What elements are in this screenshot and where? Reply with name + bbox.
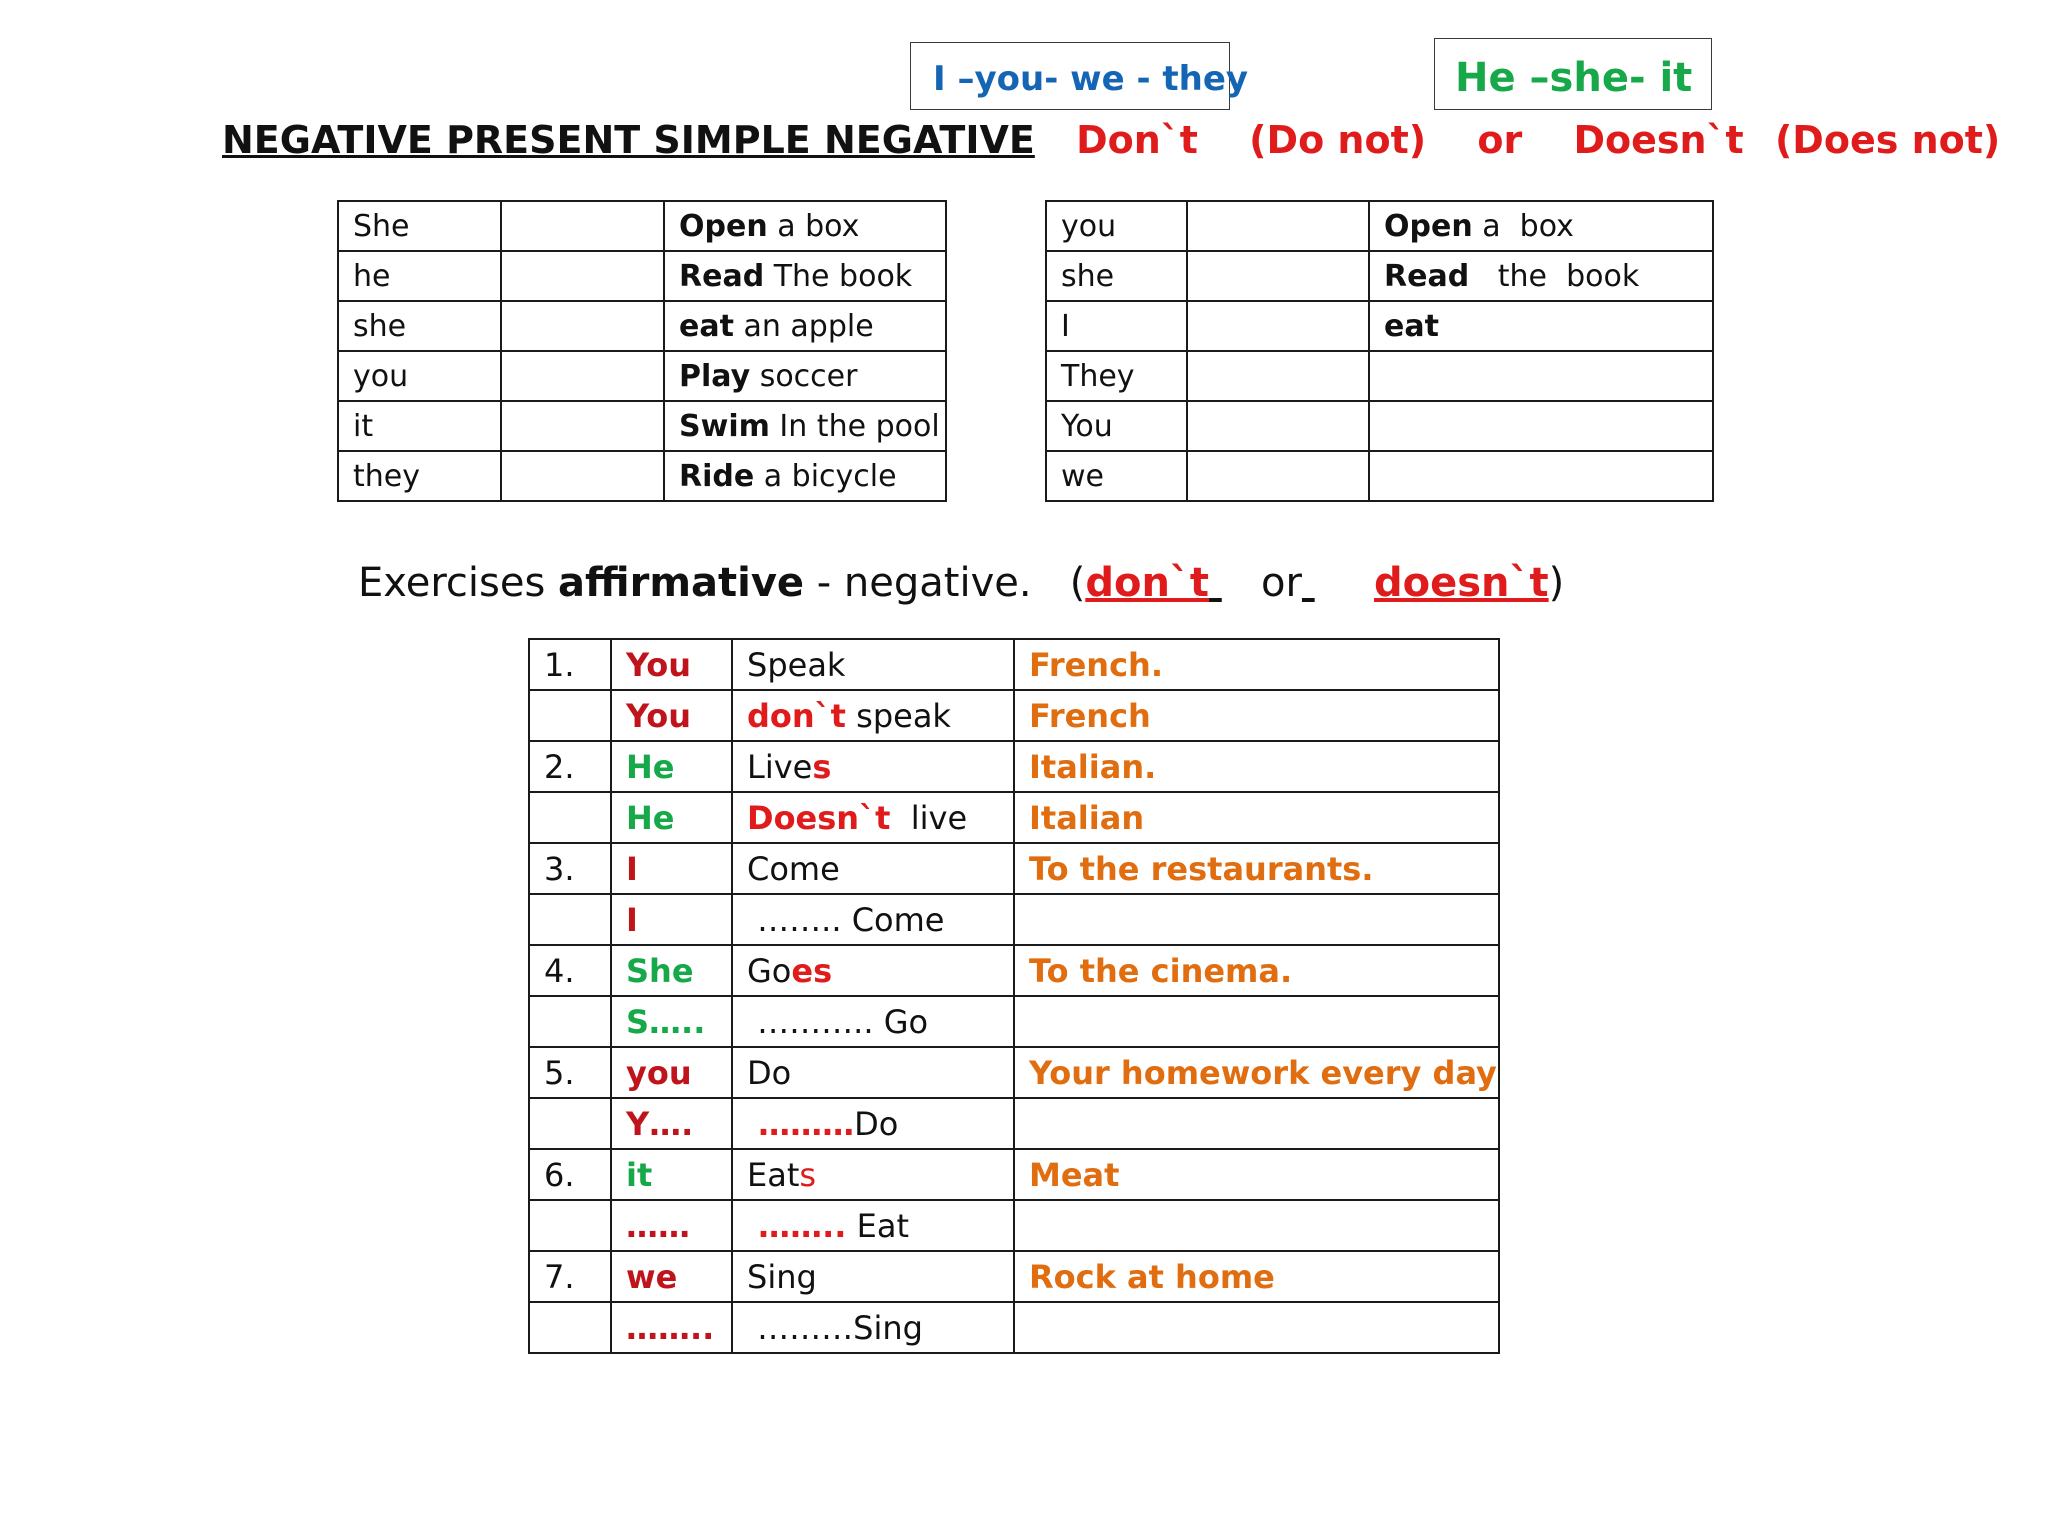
exercise-verb-part: es <box>791 951 833 990</box>
title-or: or <box>1477 118 1523 162</box>
answer-blank-cell[interactable] <box>1187 251 1369 301</box>
exercise-verb-cell <box>732 894 1014 945</box>
table-row <box>1046 301 1713 351</box>
table-row <box>1046 401 1713 451</box>
table-row <box>529 843 1499 894</box>
exercise-number-cell <box>529 894 611 945</box>
exercise-verb-cell <box>732 1098 1014 1149</box>
exercise-number-cell <box>529 1047 611 1098</box>
exercise-number-cell <box>529 1098 611 1149</box>
exercise-number-cell <box>529 792 611 843</box>
rest-text: In the pool <box>769 408 940 444</box>
table-row <box>338 351 946 401</box>
exercise-complement-cell <box>1014 843 1499 894</box>
table-row <box>529 690 1499 741</box>
subject-text: she <box>353 308 407 344</box>
exercise-verb-part: Speak <box>747 645 846 684</box>
exercise-subject-cell <box>611 1047 732 1098</box>
exercise-number-cell <box>529 945 611 996</box>
subject-cell <box>338 301 501 351</box>
answer-blank-cell[interactable] <box>501 401 664 451</box>
rest-text: a box <box>1472 208 1574 244</box>
exercise-complement-cell <box>1014 1251 1499 1302</box>
exercise-verb-cell <box>732 1149 1014 1200</box>
table-row <box>529 792 1499 843</box>
exercise-subject-cell <box>611 1098 732 1149</box>
practice-table-left <box>337 200 947 502</box>
table-row <box>529 1302 1499 1353</box>
exercise-verb-part: s <box>799 1155 817 1194</box>
title-text: NEGATIVE PRESENT SIMPLE NEGATIVE <box>222 118 1035 162</box>
table-row <box>338 251 946 301</box>
subject-text: She <box>353 208 410 244</box>
exercise-subject: Y…. <box>626 1104 694 1143</box>
exercise-verb-part: …….. <box>747 1206 847 1245</box>
exercise-number: 1. <box>544 645 575 684</box>
exercises-middle: - negative. ( <box>804 560 1086 606</box>
exercise-subject-cell <box>611 1200 732 1251</box>
exercise-subject-cell <box>611 639 732 690</box>
table-row <box>529 996 1499 1047</box>
exercise-subject: we <box>626 1257 678 1296</box>
verb-phrase-cell <box>1369 201 1713 251</box>
exercise-subject-cell <box>611 996 732 1047</box>
exercise-complement: French <box>1029 696 1151 735</box>
exercise-verb-part: live <box>890 798 968 837</box>
subject-text: it <box>353 408 374 444</box>
exercise-verb-part: Do <box>854 1104 899 1143</box>
exercise-number: 6. <box>544 1155 575 1194</box>
subject-cell <box>338 401 501 451</box>
exercise-verb-part: Eat <box>846 1206 909 1245</box>
exercise-number-cell <box>529 1302 611 1353</box>
title-do-not: (Do not) <box>1249 118 1427 162</box>
exercise-verb-cell <box>732 843 1014 894</box>
exercise-complement: To the cinema. <box>1029 951 1293 990</box>
rest-text: a bicycle <box>754 458 897 494</box>
answer-blank-cell[interactable] <box>1187 401 1369 451</box>
exercise-verb-part: Eat <box>747 1155 800 1194</box>
subject-cell <box>1046 351 1187 401</box>
subject-cell <box>338 351 501 401</box>
exercise-complement-cell <box>1014 1200 1499 1251</box>
subject-text: she <box>1061 258 1115 294</box>
verb-phrase-cell <box>664 301 946 351</box>
verb-phrase-cell <box>664 451 946 501</box>
subject-cell <box>338 251 501 301</box>
exercise-complement: Italian. <box>1029 747 1157 786</box>
verb-text: eat <box>679 308 734 344</box>
exercise-subject-cell <box>611 1149 732 1200</box>
table-row <box>338 451 946 501</box>
verb-text: Open <box>679 208 768 244</box>
exercise-verb-part: Come <box>747 849 840 888</box>
exercise-subject-cell <box>611 741 732 792</box>
verb-text: Swim <box>679 408 770 444</box>
table-row <box>338 401 946 451</box>
subject-text: you <box>1061 208 1117 244</box>
exercise-verb-cell <box>732 690 1014 741</box>
exercise-verb-part: Sing <box>747 1257 817 1296</box>
exercise-verb-cell <box>732 1047 1014 1098</box>
exercise-complement-cell <box>1014 894 1499 945</box>
verb-phrase-cell <box>1369 251 1713 301</box>
table-row <box>529 1251 1499 1302</box>
exercise-number-cell <box>529 1251 611 1302</box>
exercise-complement-cell <box>1014 1149 1499 1200</box>
table-row <box>1046 201 1713 251</box>
exercise-verb-part: ……….. Go <box>747 1002 929 1041</box>
exercise-verb-part: speak <box>845 696 951 735</box>
exercise-verb-cell <box>732 1200 1014 1251</box>
table-row <box>529 1047 1499 1098</box>
table-row <box>529 1200 1499 1251</box>
exercise-number-cell <box>529 639 611 690</box>
table-row <box>1046 351 1713 401</box>
table-row <box>1046 451 1713 501</box>
title-dont: Don`t <box>1076 118 1198 162</box>
exercise-subject: …… <box>626 1206 690 1245</box>
exercise-verb-part: Live <box>747 747 813 786</box>
verb-phrase-cell <box>664 401 946 451</box>
verb-phrase-cell <box>1369 301 1713 351</box>
exercise-number-cell <box>529 690 611 741</box>
exercise-number-cell <box>529 843 611 894</box>
answer-blank-cell[interactable] <box>1187 201 1369 251</box>
exercise-complement-cell <box>1014 1302 1499 1353</box>
subject-text: we <box>1061 458 1104 494</box>
exercise-subject: …….. <box>626 1308 715 1347</box>
exercise-verb-cell <box>732 792 1014 843</box>
subject-cell <box>1046 201 1187 251</box>
exercise-complement: Meat <box>1029 1155 1120 1194</box>
exercise-complement: Italian <box>1029 798 1145 837</box>
exercise-number: 3. <box>544 849 575 888</box>
exercise-subject: She <box>626 951 694 990</box>
exercise-verb-cell <box>732 1302 1014 1353</box>
exercise-complement-cell <box>1014 945 1499 996</box>
exercise-verb-cell <box>732 1251 1014 1302</box>
pronoun-box-i-you-we-they <box>910 42 1249 110</box>
table-row <box>1046 251 1713 301</box>
exercises-close: ) <box>1548 560 1565 606</box>
table-row <box>529 741 1499 792</box>
exercise-verb-cell <box>732 639 1014 690</box>
verb-text: Play <box>679 358 751 394</box>
exercise-subject: You <box>626 645 691 684</box>
exercise-number-cell <box>529 1149 611 1200</box>
subject-cell <box>1046 251 1187 301</box>
exercises-heading <box>358 560 1564 606</box>
exercise-verb-part: Doesn`t <box>747 798 891 837</box>
subject-text: You <box>1061 408 1113 444</box>
exercise-subject-cell <box>611 1251 732 1302</box>
table-row <box>529 1149 1499 1200</box>
exercise-subject: S….. <box>626 1002 706 1041</box>
exercises-or: or <box>1261 560 1302 606</box>
exercise-verb-cell <box>732 945 1014 996</box>
exercises-doesnt: doesn`t <box>1373 560 1549 606</box>
exercise-verb-part: Do <box>747 1053 792 1092</box>
exercises-table <box>528 638 1500 1354</box>
subject-cell <box>1046 451 1187 501</box>
exercise-complement-cell <box>1014 1047 1499 1098</box>
exercise-subject: He <box>626 798 675 837</box>
answer-blank-cell[interactable] <box>1187 301 1369 351</box>
exercise-subject-cell <box>611 894 732 945</box>
exercise-subject-cell <box>611 1302 732 1353</box>
table-row <box>338 301 946 351</box>
exercise-subject-cell <box>611 945 732 996</box>
verb-text: Open <box>1384 208 1473 244</box>
exercise-subject: He <box>626 747 675 786</box>
exercise-subject: you <box>626 1053 692 1092</box>
answer-blank-cell[interactable] <box>501 451 664 501</box>
subject-text: They <box>1061 358 1135 394</box>
exercises-prefix: Exercises <box>358 560 558 606</box>
exercise-number-cell <box>529 996 611 1047</box>
verb-phrase-cell <box>664 251 946 301</box>
exercise-verb-part: ……… <box>747 1104 855 1143</box>
exercises-dont: don`t <box>1085 560 1210 606</box>
table-row <box>529 1098 1499 1149</box>
exercise-complement-cell <box>1014 639 1499 690</box>
title-does-not: (Does not) <box>1774 118 2001 162</box>
exercise-number: 7. <box>544 1257 575 1296</box>
exercise-subject: I <box>626 900 638 939</box>
exercise-verb-part: don`t <box>747 696 846 735</box>
exercise-complement: Your homework every day <box>1029 1053 1497 1092</box>
exercise-complement: Rock at home <box>1029 1257 1275 1296</box>
pronoun-box-left-text: I –you- we - they <box>933 59 1249 99</box>
exercise-subject-cell <box>611 690 732 741</box>
exercise-complement: French. <box>1029 645 1163 684</box>
verb-text: Read <box>679 258 765 294</box>
rest-text: the book <box>1469 258 1640 294</box>
answer-blank-cell[interactable] <box>501 301 664 351</box>
verb-text: Read <box>1384 258 1470 294</box>
pronoun-box-right-text: He –she- it <box>1455 55 1693 101</box>
exercise-verb-part: ………Sing <box>747 1308 923 1347</box>
exercise-number: 4. <box>544 951 575 990</box>
answer-blank-cell[interactable] <box>501 201 664 251</box>
subject-cell <box>338 201 501 251</box>
subject-text: they <box>353 458 420 494</box>
exercise-complement: To the restaurants. <box>1029 849 1374 888</box>
answer-blank-cell[interactable] <box>1187 351 1369 401</box>
subject-cell <box>338 451 501 501</box>
verb-phrase-cell <box>664 351 946 401</box>
table-row <box>529 894 1499 945</box>
rest-text: a box <box>767 208 860 244</box>
verb-phrase-cell <box>1369 401 1713 451</box>
exercise-subject: it <box>626 1155 653 1194</box>
exercise-subject: You <box>626 696 691 735</box>
exercise-complement-cell <box>1014 690 1499 741</box>
answer-blank-cell[interactable] <box>1187 451 1369 501</box>
verb-phrase-cell <box>1369 451 1713 501</box>
verb-text: Ride <box>679 458 755 494</box>
exercise-complement-cell <box>1014 792 1499 843</box>
exercise-verb-part: Go <box>747 951 792 990</box>
answer-blank-cell[interactable] <box>501 351 664 401</box>
exercise-subject-cell <box>611 792 732 843</box>
subject-cell <box>1046 301 1187 351</box>
exercise-verb-part: s <box>812 747 832 786</box>
exercise-subject: I <box>626 849 638 888</box>
pronoun-box-he-she-it <box>1434 38 1712 110</box>
subject-text: you <box>353 358 409 394</box>
answer-blank-cell[interactable] <box>501 251 664 301</box>
rest-text: soccer <box>750 358 858 394</box>
verb-phrase-cell <box>1369 351 1713 401</box>
table-row <box>338 201 946 251</box>
title-doesnt: Doesn`t <box>1573 118 1744 162</box>
exercises-affirmative: affirmative <box>558 560 805 606</box>
exercise-complement-cell <box>1014 741 1499 792</box>
exercise-number: 2. <box>544 747 575 786</box>
subject-text: I <box>1061 308 1070 344</box>
exercise-verb-cell <box>732 996 1014 1047</box>
verb-text: eat <box>1384 308 1439 344</box>
table-row <box>529 945 1499 996</box>
exercise-complement-cell <box>1014 996 1499 1047</box>
exercise-number-cell <box>529 741 611 792</box>
exercise-complement-cell <box>1014 1098 1499 1149</box>
exercise-number: 5. <box>544 1053 575 1092</box>
exercise-subject-cell <box>611 843 732 894</box>
table-row <box>529 639 1499 690</box>
practice-table-right <box>1045 200 1714 502</box>
exercise-number-cell <box>529 1200 611 1251</box>
subject-cell <box>1046 401 1187 451</box>
rest-text: The book <box>764 258 913 294</box>
rest-text: an apple <box>733 308 874 344</box>
subject-text: he <box>353 258 391 294</box>
page-title <box>222 118 2000 162</box>
exercise-verb-cell <box>732 741 1014 792</box>
exercise-verb-part: …….. Come <box>747 900 945 939</box>
verb-phrase-cell <box>664 201 946 251</box>
